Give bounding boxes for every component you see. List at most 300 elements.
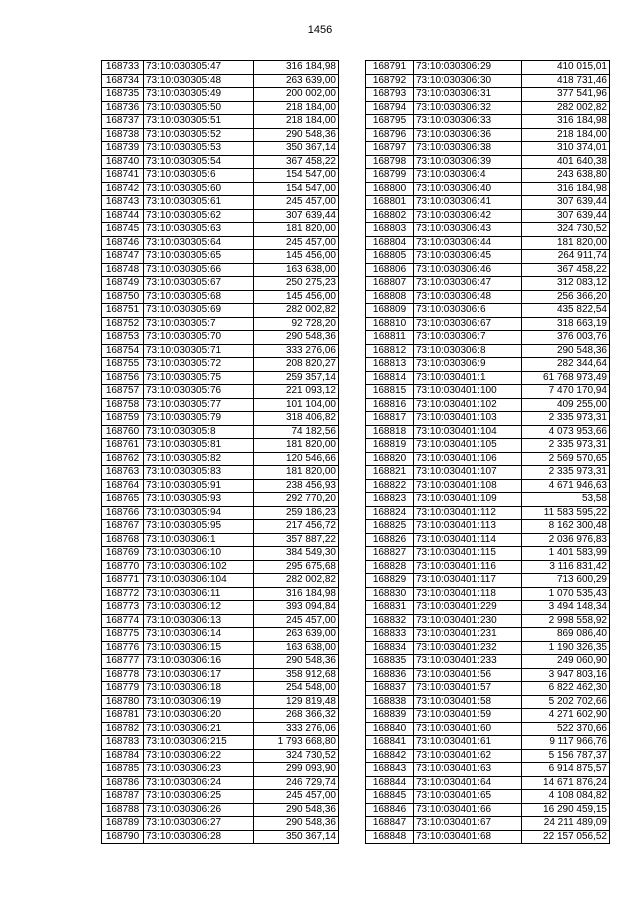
value-cell: 4 108 084,82 xyxy=(522,790,610,804)
cadastral-number-cell: 73:10:030306:10 xyxy=(144,547,254,561)
row-number-cell: 168843 xyxy=(366,763,414,777)
value-cell: 290 548,36 xyxy=(254,817,339,831)
table-row xyxy=(102,385,339,399)
cadastral-number-cell: 73:10:030305:6 xyxy=(144,169,254,183)
row-number-cell: 168839 xyxy=(366,709,414,723)
value-cell: 263 639,00 xyxy=(254,74,339,88)
table-row xyxy=(102,452,339,466)
cadastral-number-cell: 73:10:030305:72 xyxy=(144,358,254,372)
value-cell: 181 820,00 xyxy=(254,223,339,237)
table-row xyxy=(366,358,610,372)
table-row xyxy=(102,425,339,439)
row-number-cell: 168759 xyxy=(102,412,144,426)
cadastral-number-cell: 73:10:030401:108 xyxy=(414,479,522,493)
table-row xyxy=(102,128,339,142)
value-cell: 245 457,00 xyxy=(254,790,339,804)
row-number-cell: 168740 xyxy=(102,155,144,169)
value-cell: 181 820,00 xyxy=(254,439,339,453)
register-table-left-body xyxy=(102,61,339,844)
cadastral-number-cell: 73:10:030306:13 xyxy=(144,614,254,628)
cadastral-number-cell: 73:10:030401:115 xyxy=(414,547,522,561)
value-cell: 6 822 462,30 xyxy=(522,682,610,696)
row-number-cell: 168735 xyxy=(102,88,144,102)
row-number-cell: 168829 xyxy=(366,574,414,588)
row-number-cell: 168744 xyxy=(102,209,144,223)
table-row xyxy=(366,88,610,102)
cadastral-number-cell: 73:10:030305:50 xyxy=(144,101,254,115)
cadastral-number-cell: 73:10:030401:109 xyxy=(414,493,522,507)
value-cell: 324 730,52 xyxy=(522,223,610,237)
cadastral-number-cell: 73:10:030306:41 xyxy=(414,196,522,210)
value-cell: 282 002,82 xyxy=(254,304,339,318)
row-number-cell: 168842 xyxy=(366,749,414,763)
value-cell: 181 820,00 xyxy=(522,236,610,250)
cadastral-number-cell: 73:10:030401:63 xyxy=(414,763,522,777)
value-cell: 163 638,00 xyxy=(254,263,339,277)
cadastral-number-cell: 73:10:030306:6 xyxy=(414,304,522,318)
cadastral-number-cell: 73:10:030305:67 xyxy=(144,277,254,291)
table-row xyxy=(366,614,610,628)
cadastral-number-cell: 73:10:030305:93 xyxy=(144,493,254,507)
table-row xyxy=(366,209,610,223)
cadastral-number-cell: 73:10:030305:60 xyxy=(144,182,254,196)
row-number-cell: 168822 xyxy=(366,479,414,493)
table-row xyxy=(366,344,610,358)
value-cell: 350 367,14 xyxy=(254,830,339,844)
value-cell: 3 494 148,34 xyxy=(522,601,610,615)
table-row xyxy=(102,61,339,75)
value-cell: 16 290 459,15 xyxy=(522,803,610,817)
value-cell: 259 186,23 xyxy=(254,506,339,520)
value-cell: 221 093,12 xyxy=(254,385,339,399)
cadastral-number-cell: 73:10:030306:9 xyxy=(414,358,522,372)
value-cell: 154 547,00 xyxy=(254,169,339,183)
cadastral-number-cell: 73:10:030306:30 xyxy=(414,74,522,88)
row-number-cell: 168781 xyxy=(102,709,144,723)
row-number-cell: 168734 xyxy=(102,74,144,88)
cadastral-number-cell: 73:10:030305:64 xyxy=(144,236,254,250)
table-row xyxy=(102,115,339,129)
value-cell: 2 036 976,83 xyxy=(522,533,610,547)
row-number-cell: 168804 xyxy=(366,236,414,250)
value-cell: 290 548,36 xyxy=(254,803,339,817)
row-number-cell: 168753 xyxy=(102,331,144,345)
table-row xyxy=(366,803,610,817)
row-number-cell: 168848 xyxy=(366,830,414,844)
table-row xyxy=(366,223,610,237)
value-cell: 101 104,00 xyxy=(254,398,339,412)
row-number-cell: 168764 xyxy=(102,479,144,493)
cadastral-number-cell: 73:10:030306:36 xyxy=(414,128,522,142)
row-number-cell: 168828 xyxy=(366,560,414,574)
table-row xyxy=(366,101,610,115)
value-cell: 333 276,06 xyxy=(254,722,339,736)
value-cell: 4 271 602,90 xyxy=(522,709,610,723)
value-cell: 163 638,00 xyxy=(254,641,339,655)
value-cell: 259 357,14 xyxy=(254,371,339,385)
row-number-cell: 168793 xyxy=(366,88,414,102)
value-cell: 22 157 056,52 xyxy=(522,830,610,844)
row-number-cell: 168808 xyxy=(366,290,414,304)
value-cell: 350 367,14 xyxy=(254,142,339,156)
table-row xyxy=(366,155,610,169)
table-row xyxy=(366,304,610,318)
register-table-right xyxy=(365,60,610,844)
table-row xyxy=(366,709,610,723)
cadastral-number-cell: 73:10:030305:54 xyxy=(144,155,254,169)
row-number-cell: 168821 xyxy=(366,466,414,480)
value-cell: 3 116 831,42 xyxy=(522,560,610,574)
value-cell: 145 456,00 xyxy=(254,290,339,304)
row-number-cell: 168805 xyxy=(366,250,414,264)
cadastral-number-cell: 73:10:030305:66 xyxy=(144,263,254,277)
value-cell: 5 202 702,66 xyxy=(522,695,610,709)
table-row xyxy=(102,668,339,682)
row-number-cell: 168841 xyxy=(366,736,414,750)
cadastral-number-cell: 73:10:030306:215 xyxy=(144,736,254,750)
row-number-cell: 168755 xyxy=(102,358,144,372)
row-number-cell: 168817 xyxy=(366,412,414,426)
row-number-cell: 168798 xyxy=(366,155,414,169)
cadastral-number-cell: 73:10:030305:76 xyxy=(144,385,254,399)
value-cell: 318 663,19 xyxy=(522,317,610,331)
row-number-cell: 168814 xyxy=(366,371,414,385)
table-row xyxy=(366,628,610,642)
row-number-cell: 168742 xyxy=(102,182,144,196)
value-cell: 181 820,00 xyxy=(254,466,339,480)
value-cell: 129 819,48 xyxy=(254,695,339,709)
row-number-cell: 168751 xyxy=(102,304,144,318)
table-row xyxy=(366,479,610,493)
value-cell: 5 156 787,37 xyxy=(522,749,610,763)
cadastral-number-cell: 73:10:030306:26 xyxy=(144,803,254,817)
row-number-cell: 168819 xyxy=(366,439,414,453)
cadastral-number-cell: 73:10:030401:66 xyxy=(414,803,522,817)
value-cell: 24 211 489,09 xyxy=(522,817,610,831)
row-number-cell: 168794 xyxy=(366,101,414,115)
value-cell: 290 548,36 xyxy=(254,128,339,142)
cadastral-number-cell: 73:10:030401:62 xyxy=(414,749,522,763)
table-row xyxy=(366,290,610,304)
row-number-cell: 168810 xyxy=(366,317,414,331)
cadastral-number-cell: 73:10:030401:231 xyxy=(414,628,522,642)
cadastral-number-cell: 73:10:030401:58 xyxy=(414,695,522,709)
value-cell: 376 003,76 xyxy=(522,331,610,345)
value-cell: 410 015,01 xyxy=(522,61,610,75)
table-row xyxy=(102,317,339,331)
table-row xyxy=(102,263,339,277)
row-number-cell: 168750 xyxy=(102,290,144,304)
value-cell: 409 255,00 xyxy=(522,398,610,412)
table-row xyxy=(102,182,339,196)
row-number-cell: 168788 xyxy=(102,803,144,817)
cadastral-number-cell: 73:10:030306:8 xyxy=(414,344,522,358)
cadastral-number-cell: 73:10:030306:67 xyxy=(414,317,522,331)
row-number-cell: 168768 xyxy=(102,533,144,547)
table-row xyxy=(366,466,610,480)
row-number-cell: 168831 xyxy=(366,601,414,615)
value-cell: 61 768 973,49 xyxy=(522,371,610,385)
row-number-cell: 168825 xyxy=(366,520,414,534)
cadastral-number-cell: 73:10:030401:104 xyxy=(414,425,522,439)
cadastral-number-cell: 73:10:030305:69 xyxy=(144,304,254,318)
value-cell: 92 728,20 xyxy=(254,317,339,331)
value-cell: 250 275,23 xyxy=(254,277,339,291)
row-number-cell: 168773 xyxy=(102,601,144,615)
row-number-cell: 168812 xyxy=(366,344,414,358)
table-row xyxy=(366,817,610,831)
cadastral-number-cell: 73:10:030306:11 xyxy=(144,587,254,601)
cadastral-number-cell: 73:10:030305:61 xyxy=(144,196,254,210)
value-cell: 2 335 973,31 xyxy=(522,466,610,480)
table-row xyxy=(366,668,610,682)
row-number-cell: 168792 xyxy=(366,74,414,88)
cadastral-number-cell: 73:10:030401:65 xyxy=(414,790,522,804)
cadastral-number-cell: 73:10:030305:49 xyxy=(144,88,254,102)
table-row xyxy=(102,331,339,345)
table-row xyxy=(366,533,610,547)
cadastral-number-cell: 73:10:030306:21 xyxy=(144,722,254,736)
value-cell: 238 456,93 xyxy=(254,479,339,493)
table-row xyxy=(366,385,610,399)
cadastral-number-cell: 73:10:030305:7 xyxy=(144,317,254,331)
table-row xyxy=(102,682,339,696)
row-number-cell: 168806 xyxy=(366,263,414,277)
row-number-cell: 168756 xyxy=(102,371,144,385)
table-row xyxy=(102,155,339,169)
table-row xyxy=(102,655,339,669)
row-number-cell: 168770 xyxy=(102,560,144,574)
table-row xyxy=(102,587,339,601)
table-row xyxy=(366,250,610,264)
table-row xyxy=(102,709,339,723)
value-cell: 282 002,82 xyxy=(522,101,610,115)
value-cell: 8 162 300,48 xyxy=(522,520,610,534)
table-row xyxy=(366,560,610,574)
row-number-cell: 168797 xyxy=(366,142,414,156)
value-cell: 218 184,00 xyxy=(522,128,610,142)
table-row xyxy=(102,547,339,561)
row-number-cell: 168846 xyxy=(366,803,414,817)
cadastral-number-cell: 73:10:030306:25 xyxy=(144,790,254,804)
row-number-cell: 168837 xyxy=(366,682,414,696)
cadastral-number-cell: 73:10:030305:53 xyxy=(144,142,254,156)
value-cell: 299 093,90 xyxy=(254,763,339,777)
table-row xyxy=(366,196,610,210)
table-row xyxy=(102,560,339,574)
row-number-cell: 168785 xyxy=(102,763,144,777)
row-number-cell: 168816 xyxy=(366,398,414,412)
value-cell: 2 569 570,65 xyxy=(522,452,610,466)
table-row xyxy=(102,776,339,790)
row-number-cell: 168769 xyxy=(102,547,144,561)
table-row xyxy=(366,115,610,129)
table-row xyxy=(366,169,610,183)
cadastral-number-cell: 73:10:030401:103 xyxy=(414,412,522,426)
table-row xyxy=(102,196,339,210)
cadastral-number-cell: 73:10:030305:75 xyxy=(144,371,254,385)
cadastral-number-cell: 73:10:030305:8 xyxy=(144,425,254,439)
cadastral-number-cell: 73:10:030401:233 xyxy=(414,655,522,669)
value-cell: 268 366,32 xyxy=(254,709,339,723)
table-row xyxy=(102,628,339,642)
value-cell: 9 117 966,76 xyxy=(522,736,610,750)
cadastral-number-cell: 73:10:030401:106 xyxy=(414,452,522,466)
row-number-cell: 168800 xyxy=(366,182,414,196)
table-row xyxy=(366,263,610,277)
table-row xyxy=(366,695,610,709)
cadastral-number-cell: 73:10:030306:19 xyxy=(144,695,254,709)
cadastral-number-cell: 73:10:030305:82 xyxy=(144,452,254,466)
table-row xyxy=(366,412,610,426)
cadastral-number-cell: 73:10:030306:32 xyxy=(414,101,522,115)
cadastral-number-cell: 73:10:030306:15 xyxy=(144,641,254,655)
table-row xyxy=(102,493,339,507)
table-row xyxy=(102,479,339,493)
value-cell: 393 094,84 xyxy=(254,601,339,615)
cadastral-number-cell: 73:10:030306:16 xyxy=(144,655,254,669)
cadastral-number-cell: 73:10:030401:229 xyxy=(414,601,522,615)
table-row xyxy=(102,412,339,426)
value-cell: 307 639,44 xyxy=(254,209,339,223)
row-number-cell: 168758 xyxy=(102,398,144,412)
row-number-cell: 168771 xyxy=(102,574,144,588)
value-cell: 217 456,72 xyxy=(254,520,339,534)
value-cell: 246 729,74 xyxy=(254,776,339,790)
cadastral-number-cell: 73:10:030305:47 xyxy=(144,61,254,75)
value-cell: 333 276,06 xyxy=(254,344,339,358)
row-number-cell: 168836 xyxy=(366,668,414,682)
table-row xyxy=(366,142,610,156)
cadastral-number-cell: 73:10:030305:79 xyxy=(144,412,254,426)
row-number-cell: 168799 xyxy=(366,169,414,183)
row-number-cell: 168835 xyxy=(366,655,414,669)
cadastral-number-cell: 73:10:030401:114 xyxy=(414,533,522,547)
row-number-cell: 168833 xyxy=(366,628,414,642)
row-number-cell: 168776 xyxy=(102,641,144,655)
cadastral-number-cell: 73:10:030306:4 xyxy=(414,169,522,183)
table-row xyxy=(102,722,339,736)
value-cell: 11 583 595,22 xyxy=(522,506,610,520)
value-cell: 282 344,64 xyxy=(522,358,610,372)
value-cell: 263 639,00 xyxy=(254,628,339,642)
cadastral-number-cell: 73:10:030401:1 xyxy=(414,371,522,385)
cadastral-number-cell: 73:10:030306:27 xyxy=(144,817,254,831)
value-cell: 7 470 170,94 xyxy=(522,385,610,399)
cadastral-number-cell: 73:10:030306:43 xyxy=(414,223,522,237)
cadastral-number-cell: 73:10:030306:102 xyxy=(144,560,254,574)
value-cell: 401 640,38 xyxy=(522,155,610,169)
cadastral-number-cell: 73:10:030306:39 xyxy=(414,155,522,169)
table-row xyxy=(102,169,339,183)
table-row xyxy=(366,317,610,331)
row-number-cell: 168832 xyxy=(366,614,414,628)
cadastral-number-cell: 73:10:030306:1 xyxy=(144,533,254,547)
table-row xyxy=(366,398,610,412)
row-number-cell: 168754 xyxy=(102,344,144,358)
row-number-cell: 168757 xyxy=(102,385,144,399)
row-number-cell: 168803 xyxy=(366,223,414,237)
table-row xyxy=(102,277,339,291)
value-cell: 318 406,82 xyxy=(254,412,339,426)
value-cell: 1 401 583,99 xyxy=(522,547,610,561)
cadastral-number-cell: 73:10:030401:100 xyxy=(414,385,522,399)
row-number-cell: 168782 xyxy=(102,722,144,736)
table-row xyxy=(366,277,610,291)
table-row xyxy=(102,533,339,547)
table-row xyxy=(102,641,339,655)
row-number-cell: 168790 xyxy=(102,830,144,844)
table-row xyxy=(366,520,610,534)
cadastral-number-cell: 73:10:030305:63 xyxy=(144,223,254,237)
row-number-cell: 168767 xyxy=(102,520,144,534)
row-number-cell: 168736 xyxy=(102,101,144,115)
cadastral-number-cell: 73:10:030306:18 xyxy=(144,682,254,696)
value-cell: 713 600,29 xyxy=(522,574,610,588)
row-number-cell: 168777 xyxy=(102,655,144,669)
row-number-cell: 168827 xyxy=(366,547,414,561)
row-number-cell: 168811 xyxy=(366,331,414,345)
value-cell: 290 548,36 xyxy=(254,655,339,669)
table-row xyxy=(366,601,610,615)
value-cell: 357 887,22 xyxy=(254,533,339,547)
value-cell: 367 458,22 xyxy=(254,155,339,169)
table-row xyxy=(102,74,339,88)
table-row xyxy=(366,830,610,844)
row-number-cell: 168741 xyxy=(102,169,144,183)
table-row xyxy=(102,736,339,750)
row-number-cell: 168778 xyxy=(102,668,144,682)
value-cell: 243 638,80 xyxy=(522,169,610,183)
cadastral-number-cell: 73:10:030306:104 xyxy=(144,574,254,588)
table-row xyxy=(366,722,610,736)
row-number-cell: 168847 xyxy=(366,817,414,831)
table-row xyxy=(366,776,610,790)
row-number-cell: 168820 xyxy=(366,452,414,466)
table-row xyxy=(102,601,339,615)
value-cell: 74 182,56 xyxy=(254,425,339,439)
value-cell: 245 457,00 xyxy=(254,614,339,628)
row-number-cell: 168738 xyxy=(102,128,144,142)
table-row xyxy=(366,331,610,345)
row-number-cell: 168834 xyxy=(366,641,414,655)
row-number-cell: 168760 xyxy=(102,425,144,439)
row-number-cell: 168807 xyxy=(366,277,414,291)
value-cell: 1 793 668,80 xyxy=(254,736,339,750)
table-row xyxy=(102,398,339,412)
table-row xyxy=(102,250,339,264)
value-cell: 1 190 326,35 xyxy=(522,641,610,655)
row-number-cell: 168824 xyxy=(366,506,414,520)
table-row xyxy=(366,736,610,750)
table-row xyxy=(102,520,339,534)
value-cell: 295 675,68 xyxy=(254,560,339,574)
table-row xyxy=(366,439,610,453)
row-number-cell: 168840 xyxy=(366,722,414,736)
row-number-cell: 168765 xyxy=(102,493,144,507)
row-number-cell: 168789 xyxy=(102,817,144,831)
table-row xyxy=(102,236,339,250)
table-row xyxy=(366,493,610,507)
cadastral-number-cell: 73:10:030401:60 xyxy=(414,722,522,736)
table-row xyxy=(366,574,610,588)
cadastral-number-cell: 73:10:030306:45 xyxy=(414,250,522,264)
table-row xyxy=(366,763,610,777)
row-number-cell: 168745 xyxy=(102,223,144,237)
cadastral-number-cell: 73:10:030306:22 xyxy=(144,749,254,763)
register-table-right-body xyxy=(366,61,610,844)
cadastral-number-cell: 73:10:030306:38 xyxy=(414,142,522,156)
